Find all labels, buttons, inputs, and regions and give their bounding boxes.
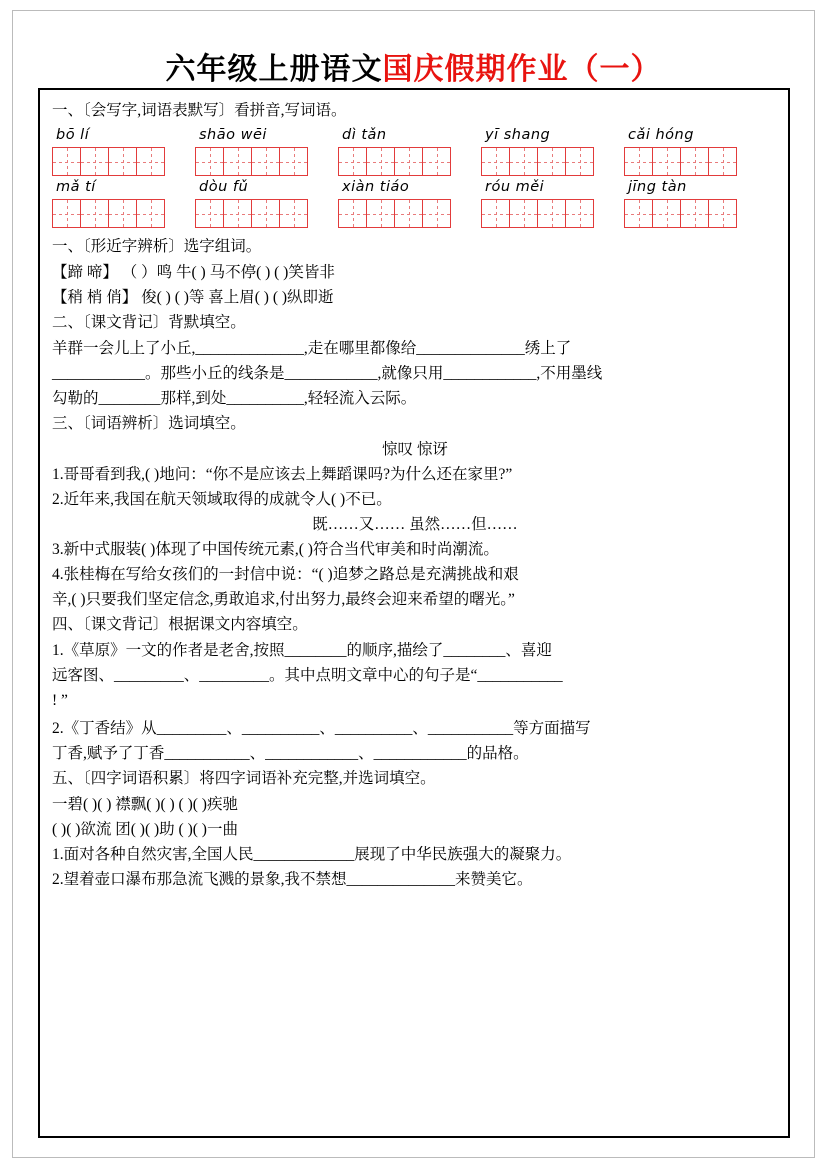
section-3-line-3[interactable]: 勾勒的________那样,到处__________,轻轻流入云际。 (52, 390, 417, 407)
pinyin-cell (195, 179, 338, 228)
grid-cell[interactable] (509, 147, 538, 176)
section-5-line-3[interactable]: ! ” (52, 692, 68, 709)
grid-cell[interactable] (223, 199, 252, 228)
section-2-heading: 一、〔形近字辨析〕选字组词。 (52, 238, 262, 255)
grid-cell[interactable] (481, 199, 510, 228)
pinyin-text: dòu fǔ (199, 179, 249, 195)
section-6-question-2[interactable]: 2.望着壶口瀑布那急流飞溅的景象,我不禁想______________来赞美它。 (52, 871, 533, 888)
section-3-line-2[interactable]: ____________。那些小丘的线条是____________,就像只用____________,不用墨线 (52, 365, 603, 382)
grid-cell[interactable] (338, 199, 367, 228)
section-5-line-4[interactable]: 2.《丁香结》从_________、__________、__________、___________等方面描写 (52, 720, 591, 737)
pinyin-cell (481, 179, 624, 228)
grid-cell[interactable] (279, 147, 308, 176)
grid-cell[interactable] (509, 199, 538, 228)
section-4-heading: 三、〔词语辨析〕选词填空。 (52, 415, 246, 432)
grid-cell[interactable] (565, 199, 594, 228)
grid-cell[interactable] (52, 199, 81, 228)
section-6-line-2[interactable]: ( )( )欲流 团( )( )助 ( )( )一曲 (52, 821, 238, 838)
writing-grid[interactable] (624, 199, 767, 228)
grid-cell[interactable] (136, 199, 165, 228)
title-holiday: 国庆假期作业（一） (382, 53, 662, 86)
grid-cell[interactable] (108, 199, 137, 228)
grid-cell[interactable] (52, 147, 81, 176)
grid-cell[interactable] (565, 147, 594, 176)
pinyin-row-1 (52, 127, 778, 176)
pinyin-text: bō lí (56, 127, 90, 143)
section-2-line-1[interactable]: 【蹄 啼】 （ ）鸣 牛( ) 马不停( ) ( )笑皆非 (52, 264, 335, 281)
writing-grid[interactable] (52, 147, 195, 176)
pinyin-text: dì tǎn (342, 127, 387, 143)
title-grade: 六年级上册语文 (165, 53, 383, 86)
section-4-question-2[interactable]: 2.近年来,我国在航天领域取得的成就令人( )不已。 (52, 491, 392, 508)
writing-grid[interactable] (195, 199, 338, 228)
grid-cell[interactable] (422, 147, 451, 176)
section-4-word-bank-2: 既……又…… 虽然……但…… (312, 516, 518, 533)
grid-cell[interactable] (223, 147, 252, 176)
section-5-line-5[interactable]: 丁香,赋予了丁香___________、____________、____________的品格。 (52, 745, 529, 762)
pinyin-text: shāo wēi (199, 127, 267, 143)
pinyin-text: xiàn tiáo (342, 179, 410, 195)
section-5-line-1[interactable]: 1.《草原》一文的作者是老舍,按照________的顺序,描绘了________、喜迎 (52, 642, 552, 659)
writing-grid[interactable] (481, 199, 624, 228)
pinyin-text: mǎ tí (56, 179, 96, 195)
writing-grid[interactable] (338, 199, 481, 228)
grid-cell[interactable] (394, 199, 423, 228)
content-box (38, 88, 790, 1138)
grid-cell[interactable] (338, 147, 367, 176)
writing-grid[interactable] (481, 147, 624, 176)
section-1-heading: 一、〔会写字,词语表默写〕看拼音,写词语。 (52, 102, 347, 119)
grid-cell[interactable] (251, 147, 280, 176)
pinyin-text: cǎi hóng (628, 127, 694, 143)
writing-grid[interactable] (624, 147, 767, 176)
pinyin-text: jīng tàn (628, 179, 687, 195)
section-4-question-4-cont[interactable]: 辛,( )只要我们坚定信念,勇敢追求,付出努力,最终会迎来希望的曙光。” (52, 591, 515, 608)
grid-cell[interactable] (624, 199, 653, 228)
pinyin-cell (52, 179, 195, 228)
section-6-heading: 五、〔四字词语积累〕将四字词语补充完整,并选词填空。 (52, 770, 436, 787)
grid-cell[interactable] (195, 199, 224, 228)
grid-cell[interactable] (279, 199, 308, 228)
pinyin-cell (52, 127, 195, 176)
grid-cell[interactable] (708, 147, 737, 176)
section-4-question-4[interactable]: 4.张桂梅在写给女孩们的一封信中说：“( )追梦之路总是充满挑战和艰 (52, 566, 519, 583)
grid-cell[interactable] (680, 199, 709, 228)
grid-cell[interactable] (366, 147, 395, 176)
pinyin-cell (481, 127, 624, 176)
grid-cell[interactable] (652, 147, 681, 176)
grid-cell[interactable] (652, 199, 681, 228)
writing-grid[interactable] (52, 199, 195, 228)
section-4-question-3[interactable]: 3.新中式服装( )体现了中国传统元素,( )符合当代审美和时尚潮流。 (52, 541, 499, 558)
writing-grid[interactable] (338, 147, 481, 176)
section-5-heading: 四、〔课文背记〕根据课文内容填空。 (52, 616, 308, 633)
section-5-line-2[interactable]: 远客图、_________、_________。其中点明文章中心的句子是“___________ (52, 667, 563, 684)
grid-cell[interactable] (422, 199, 451, 228)
grid-cell[interactable] (80, 199, 109, 228)
grid-cell[interactable] (624, 147, 653, 176)
section-2-line-2[interactable]: 【稍 梢 俏】 俊( ) ( )等 喜上眉( ) ( )纵即逝 (52, 289, 334, 306)
pinyin-cell (624, 127, 767, 176)
pinyin-cell (338, 179, 481, 228)
grid-cell[interactable] (394, 147, 423, 176)
pinyin-text: yī shang (485, 127, 551, 143)
section-6-question-1[interactable]: 1.面对各种自然灾害,全国人民_____________展现了中华民族强大的凝聚力。 (52, 846, 572, 863)
grid-cell[interactable] (80, 147, 109, 176)
grid-cell[interactable] (195, 147, 224, 176)
grid-cell[interactable] (680, 147, 709, 176)
section-3-heading: 二、〔课文背记〕背默填空。 (52, 314, 246, 331)
grid-cell[interactable] (366, 199, 395, 228)
grid-cell[interactable] (708, 199, 737, 228)
pinyin-cell (338, 127, 481, 176)
section-3-line-1[interactable]: 羊群一会儿上了小丘,______________,走在哪里都像给______________绣上了 (52, 340, 572, 357)
grid-cell[interactable] (251, 199, 280, 228)
pinyin-row-2 (52, 179, 778, 228)
grid-cell[interactable] (537, 199, 566, 228)
grid-cell[interactable] (108, 147, 137, 176)
section-4-question-1[interactable]: 1.哥哥看到我,( )地问：“你不是应该去上舞蹈课吗?为什么还在家里?” (52, 466, 513, 483)
section-6-line-1[interactable]: 一碧( )( ) 襟飘( )( ) ( )( )疾驰 (52, 796, 238, 813)
pinyin-text: róu měi (485, 179, 545, 195)
grid-cell[interactable] (537, 147, 566, 176)
pinyin-cell (195, 127, 338, 176)
writing-grid[interactable] (195, 147, 338, 176)
grid-cell[interactable] (136, 147, 165, 176)
section-4-word-bank-1: 惊叹 惊讶 (382, 441, 448, 458)
pinyin-cell (624, 179, 767, 228)
grid-cell[interactable] (481, 147, 510, 176)
page-title (0, 44, 827, 88)
